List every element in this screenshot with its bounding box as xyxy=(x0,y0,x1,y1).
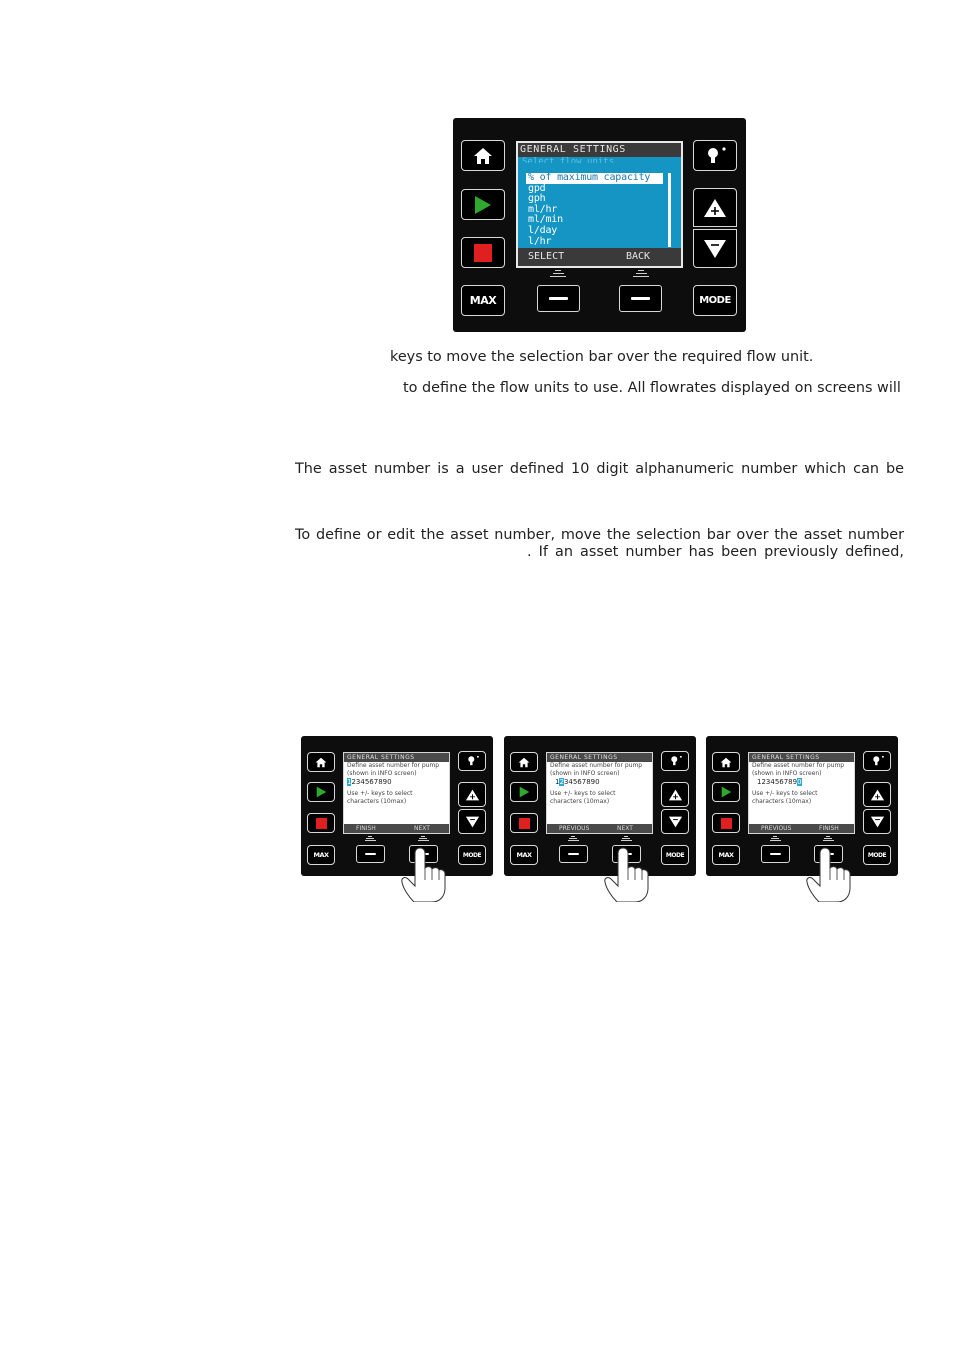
backlight-button[interactable] xyxy=(661,751,689,771)
stop-icon xyxy=(474,244,492,262)
mode-button[interactable] xyxy=(863,845,891,865)
bulb-icon xyxy=(668,755,683,767)
mode-button[interactable] xyxy=(458,845,486,865)
hint-text: characters (10max) xyxy=(347,797,407,805)
stop-icon xyxy=(316,818,327,829)
home-button[interactable] xyxy=(712,752,740,772)
asset-step-panel-2 xyxy=(504,736,696,876)
softkey-labels xyxy=(749,824,854,833)
decrease-button[interactable] xyxy=(661,809,689,834)
asset-number-description: The asset number is a user defined 10 digit alphanumeric number which can be xyxy=(295,461,904,477)
start-button[interactable] xyxy=(510,782,538,802)
asset-number-screen xyxy=(546,752,653,834)
right-softkey-label: NEXT xyxy=(414,825,430,832)
mode-label: MODE xyxy=(462,851,482,859)
backlight-button[interactable] xyxy=(458,751,486,771)
max-button[interactable] xyxy=(510,845,538,865)
softkey-labels xyxy=(547,824,652,833)
flow-unit-item[interactable]: gpd xyxy=(528,182,546,194)
cursor-character: 0 xyxy=(797,778,802,786)
prompt-text: (shown in INFO screen) xyxy=(550,769,620,777)
hint-text: characters (10max) xyxy=(550,797,610,805)
up-plus-icon xyxy=(668,789,683,801)
softkey-labels xyxy=(344,824,449,833)
hint-text: Use +/- keys to select xyxy=(752,790,818,797)
start-button[interactable] xyxy=(712,782,740,802)
left-softkey-label: PREVIOUS xyxy=(761,825,792,832)
asset-number-instruction: To define or edit the asset number, move the selection bar over the asset number xyxy=(295,527,904,543)
mode-label: MODE xyxy=(699,295,731,306)
cursor-character: 2 xyxy=(559,778,564,786)
flow-unit-item[interactable]: % of maximum capacity xyxy=(526,173,663,184)
home-icon xyxy=(473,147,493,165)
back-softkey[interactable] xyxy=(619,285,662,312)
up-plus-icon xyxy=(465,789,480,801)
left-softkey[interactable] xyxy=(559,845,588,863)
right-softkey-label: NEXT xyxy=(617,825,633,832)
prompt-text: (shown in INFO screen) xyxy=(752,769,822,777)
asset-number-instruction-cont: . If an asset number has been previously defined, xyxy=(527,544,904,560)
flow-unit-item[interactable]: gph xyxy=(528,193,546,205)
asset-number-screen xyxy=(343,752,450,834)
right-softkey-label: FINISH xyxy=(819,825,839,832)
hint-text: Use +/- keys to select xyxy=(550,790,616,797)
hint-text: Use +/- keys to select xyxy=(347,790,413,797)
play-icon xyxy=(474,195,492,215)
back-label: BACK xyxy=(626,251,651,262)
softkey-indicator xyxy=(769,836,781,843)
flow-unit-list xyxy=(526,173,663,247)
play-icon xyxy=(316,786,327,798)
stop-button[interactable] xyxy=(712,813,740,833)
softkey-indicator xyxy=(548,270,568,279)
home-icon xyxy=(315,757,327,768)
bulb-icon xyxy=(465,755,480,767)
asset-step-panel-3 xyxy=(706,736,898,876)
max-label: MAX xyxy=(516,851,532,859)
prompt-text: Define asset number for pump xyxy=(550,762,643,769)
stop-button[interactable] xyxy=(307,813,335,833)
main-keypad-panel xyxy=(453,118,746,332)
select-label: SELECT xyxy=(528,251,565,262)
left-softkey[interactable] xyxy=(356,845,385,863)
hint-text: characters (10max) xyxy=(752,797,812,805)
screen-title: GENERAL SETTINGS xyxy=(749,753,854,762)
asset-number-value[interactable]: 1234567890 xyxy=(757,778,802,786)
pointing-hand-icon xyxy=(805,846,855,902)
flow-unit-item[interactable]: l/hr xyxy=(528,235,552,247)
increase-button[interactable] xyxy=(693,188,737,227)
mode-label: MODE xyxy=(867,851,887,859)
increase-button[interactable] xyxy=(863,782,891,807)
up-plus-icon xyxy=(870,789,885,801)
max-label: MAX xyxy=(469,294,497,307)
max-label: MAX xyxy=(313,851,329,859)
prompt-text: Define asset number for pump xyxy=(347,762,440,769)
start-button[interactable] xyxy=(461,189,505,220)
backlight-button[interactable] xyxy=(863,751,891,771)
select-softkey[interactable] xyxy=(537,285,580,312)
cursor-character: 1 xyxy=(347,778,352,786)
stop-button[interactable] xyxy=(510,813,538,833)
down-minus-icon xyxy=(668,816,683,828)
max-button[interactable] xyxy=(712,845,740,865)
screen-title: GENERAL SETTINGS xyxy=(518,143,681,157)
decrease-button[interactable] xyxy=(863,809,891,834)
pointing-hand-icon xyxy=(603,846,653,902)
screen-title: GENERAL SETTINGS xyxy=(344,753,449,762)
backlight-button[interactable] xyxy=(693,140,737,171)
home-button[interactable] xyxy=(461,140,505,171)
left-softkey[interactable] xyxy=(761,845,790,863)
max-button[interactable] xyxy=(461,285,505,316)
screen-subtitle: Select flow units xyxy=(522,157,615,163)
screen-title: GENERAL SETTINGS xyxy=(547,753,652,762)
prompt-text: (shown in INFO screen) xyxy=(347,769,417,777)
asset-number-value[interactable]: 1234567890 xyxy=(347,778,392,786)
asset-number-value[interactable]: 1234567890 xyxy=(555,778,600,786)
flow-unit-item[interactable]: ml/min xyxy=(528,214,563,226)
left-softkey-label: FINISH xyxy=(356,825,376,832)
softkey-labels xyxy=(518,248,681,266)
instruction-line: to define the flow units to use. All flowrates displayed on screens will xyxy=(403,380,901,396)
increase-button[interactable] xyxy=(458,782,486,807)
mode-button[interactable] xyxy=(661,845,689,865)
max-button[interactable] xyxy=(307,845,335,865)
decrease-button[interactable] xyxy=(458,809,486,834)
mode-button[interactable] xyxy=(693,285,737,316)
asset-step-panel-1 xyxy=(301,736,493,876)
stop-button[interactable] xyxy=(461,237,505,268)
flow-unit-item[interactable]: l/day xyxy=(528,224,558,236)
left-softkey-label: PREVIOUS xyxy=(559,825,590,832)
increase-button[interactable] xyxy=(661,782,689,807)
start-button[interactable] xyxy=(307,782,335,802)
flow-unit-item[interactable]: ml/hr xyxy=(528,203,558,215)
pointing-hand-icon xyxy=(400,846,450,902)
home-button[interactable] xyxy=(307,752,335,772)
instruction-line: keys to move the selection bar over the required flow unit. xyxy=(390,349,814,365)
softkey-indicator xyxy=(620,836,632,843)
bulb-icon xyxy=(703,146,727,166)
asset-number-screen xyxy=(748,752,855,834)
stop-icon xyxy=(721,818,732,829)
mode-label: MODE xyxy=(665,851,685,859)
play-icon xyxy=(721,786,732,798)
home-icon xyxy=(518,757,530,768)
stop-icon xyxy=(519,818,530,829)
play-icon xyxy=(519,786,530,798)
softkey-indicator xyxy=(567,836,579,843)
softkey-indicator xyxy=(364,836,376,843)
down-minus-icon xyxy=(870,816,885,828)
scrollbar[interactable] xyxy=(668,173,671,247)
softkey-indicator xyxy=(417,836,429,843)
softkey-indicator xyxy=(822,836,834,843)
down-minus-icon xyxy=(703,239,727,259)
decrease-button[interactable] xyxy=(693,229,737,268)
bulb-icon xyxy=(870,755,885,767)
home-icon xyxy=(720,757,732,768)
up-plus-icon xyxy=(703,198,727,218)
down-minus-icon xyxy=(465,816,480,828)
prompt-text: Define asset number for pump xyxy=(752,762,845,769)
max-label: MAX xyxy=(718,851,734,859)
home-button[interactable] xyxy=(510,752,538,772)
main-lcd-screen xyxy=(516,141,683,268)
softkey-indicator xyxy=(631,270,651,279)
